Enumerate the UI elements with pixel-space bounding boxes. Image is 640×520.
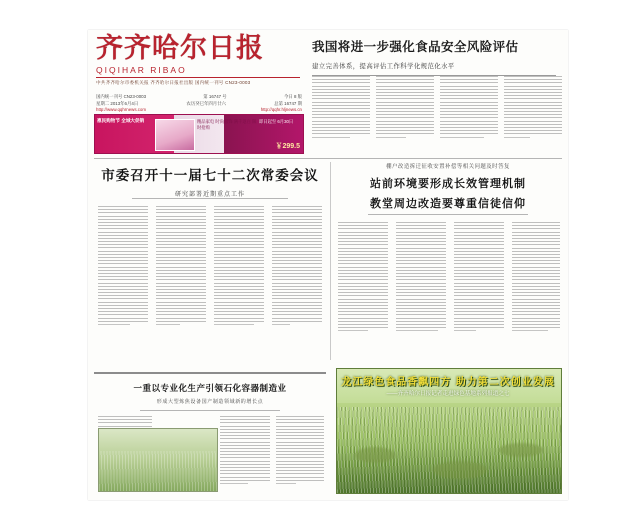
feature-photo: [336, 368, 562, 494]
body-column-1: [312, 76, 370, 140]
left-body-column-1: [98, 206, 148, 327]
left-body-column-2: [156, 206, 206, 327]
body-column-2: [376, 76, 434, 140]
left-story-headline: 市委召开十一届七十二次常委会议: [101, 168, 319, 184]
bottom-left-subheadline: 形成大型炼焦设备国产制造领域新的增长点: [156, 399, 264, 405]
right-story-header[interactable]: [336, 162, 560, 211]
right-story-kicker: 棚户改造拆迁征收安置补偿等相关问题及时答复: [386, 164, 510, 170]
left-story-divider: [132, 198, 288, 199]
section-divider-top: [94, 158, 562, 159]
ad-left-text: 惠民购物节 全城大促销: [97, 118, 145, 123]
nameplate: [96, 34, 304, 90]
body-column-3: [440, 76, 498, 140]
lead-story-header: [312, 37, 560, 76]
issue-number-center: 第 16747 号: [203, 94, 227, 99]
nameplate-divider: [96, 77, 300, 78]
left-story-subheadline: 研究部署近期重点工作: [174, 192, 245, 198]
newspaper-title: 齐齐哈尔日报: [96, 33, 264, 64]
right-body-column-3: [454, 222, 504, 334]
center-column-rule: [330, 162, 331, 360]
total-issue: 总第 16747 期: [274, 100, 302, 106]
bottom-left-column-3: [276, 416, 324, 486]
right-body-column-2: [396, 222, 446, 334]
publication-date: 星期二 2013年6月4日: [96, 100, 139, 106]
website-url-right[interactable]: http://qqhr.hljnews.cn: [260, 107, 302, 112]
feature-photo-banner-sub: ——齐齐哈尔日报记者走进绿色基地系列报道之七: [386, 391, 510, 397]
advertisement-banner[interactable]: [94, 114, 304, 154]
page-count: 今日 8 版: [283, 94, 302, 99]
bottom-left-photo: [98, 428, 218, 492]
right-story-divider: [368, 214, 528, 215]
ad-product-image: [155, 119, 195, 151]
bottom-left-story-header[interactable]: [94, 382, 326, 405]
bottom-left-divider: [140, 410, 280, 411]
field-patch-3: [499, 443, 543, 457]
section-divider-bottom-left: [94, 372, 326, 374]
body-column-4: [504, 76, 562, 140]
publication-info-bar: [96, 94, 302, 114]
bottom-left-photo-texture: [99, 451, 217, 491]
newspaper-front-page: [88, 30, 568, 500]
newspaper-pinyin: QIQIHAR RIBAO: [96, 65, 187, 75]
issue-number-left: 国内统一刊号 CN23-0003: [96, 94, 147, 99]
field-patch-2: [433, 461, 487, 479]
left-body-column-4: [272, 206, 322, 327]
ad-right-text: 即日起至 6月30日: [259, 119, 294, 124]
bottom-left-column-2: [220, 416, 270, 486]
website-url-left[interactable]: http://www.qqhrnews.com: [96, 107, 147, 112]
newspaper-subline: 中共齐齐哈尔市委机关报 齐齐哈尔日报社出版 国内统一刊号 CN23-0003: [96, 80, 251, 85]
feature-photo-banner-title: 龙江绿色食品香飘四方 助力第二次创业发展: [341, 377, 555, 388]
right-body-column-4: [512, 222, 560, 334]
lunar-date: 农历癸巳年四月廿六: [186, 100, 226, 106]
right-story-headline-2: 教堂周边改造要尊重信徒信仰: [370, 197, 526, 210]
ad-price: ￥299.5: [275, 143, 300, 150]
lead-subheadline: 建立完善体系，提高评估工作科学化规范化水平: [312, 63, 455, 70]
bottom-left-headline: 一重以专业化生产引领石化容器制造业: [133, 384, 287, 394]
left-story-header[interactable]: [94, 164, 326, 198]
right-story-headline-1: 站前环境要形成长效管理机制: [370, 177, 526, 190]
ad-mid-text: 精品家电 时尚服饰 满千返百 限时抢购: [197, 119, 257, 131]
right-body-column-1: [338, 222, 388, 334]
left-body-column-3: [214, 206, 264, 327]
lead-headline: 我国将进一步强化食品安全风险评估: [312, 39, 519, 54]
field-patch-1: [355, 447, 395, 463]
